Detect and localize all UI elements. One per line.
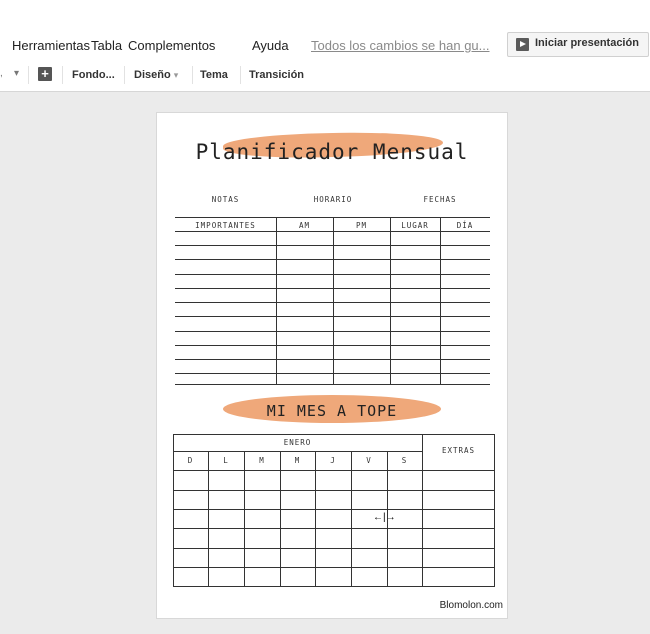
comma-glyph: , bbox=[0, 68, 3, 79]
table-line bbox=[173, 509, 495, 510]
save-status-link[interactable]: Todos los cambios se han gu... bbox=[311, 38, 490, 53]
weekday-label: S bbox=[401, 456, 408, 465]
weekday-label: J bbox=[330, 456, 336, 465]
pm-subheading: PM bbox=[355, 221, 368, 230]
toolbar-divider bbox=[28, 66, 29, 84]
layout-button[interactable] bbox=[134, 69, 178, 81]
table-divider bbox=[208, 451, 209, 587]
start-presentation-label: Iniciar presentación bbox=[535, 37, 639, 49]
menu-ayuda[interactable]: Ayuda bbox=[252, 38, 289, 53]
weekday-label: M bbox=[294, 456, 301, 465]
transition-button[interactable]: Transición bbox=[249, 69, 305, 81]
month-label: ENERO bbox=[283, 438, 312, 447]
fechas-heading: FECHAS bbox=[423, 195, 457, 204]
chevron-down-icon[interactable]: ▾ bbox=[14, 68, 20, 79]
menu-complementos[interactable]: Complementos bbox=[128, 38, 216, 53]
table-divider bbox=[333, 217, 334, 385]
weekday-label: V bbox=[366, 456, 372, 465]
layout-label: Diseño bbox=[134, 69, 171, 81]
menu-bar bbox=[0, 28, 650, 58]
weekday-label: D bbox=[187, 456, 194, 465]
month-subtitle: MI MES A TOPE bbox=[266, 402, 398, 420]
footer-credit: Blomolon.com bbox=[439, 600, 503, 611]
table-divider bbox=[422, 434, 423, 587]
play-icon bbox=[516, 38, 529, 51]
notas-heading: NOTAS bbox=[211, 195, 240, 204]
table-line bbox=[173, 567, 495, 568]
table-line bbox=[173, 490, 495, 491]
planner-title: Planificador Mensual bbox=[195, 140, 469, 164]
resize-cursor-icon: ←|→ bbox=[373, 512, 396, 523]
horario-heading: HORARIO bbox=[313, 195, 353, 204]
weekday-label: M bbox=[259, 456, 265, 465]
table-divider bbox=[280, 451, 281, 587]
menu-herramientas[interactable]: Herramientas bbox=[12, 38, 91, 53]
am-subheading: AM bbox=[298, 221, 311, 230]
weekday-label: L bbox=[223, 456, 229, 465]
table-line bbox=[173, 470, 495, 471]
table-divider bbox=[351, 451, 352, 587]
menu-tabla[interactable]: Tabla bbox=[91, 38, 123, 53]
toolbar-divider bbox=[192, 66, 193, 84]
dia-subheading: DÍA bbox=[456, 221, 474, 230]
theme-button[interactable]: Tema bbox=[200, 69, 228, 81]
slide[interactable] bbox=[157, 113, 507, 618]
table-divider bbox=[315, 451, 316, 587]
table-divider bbox=[390, 217, 391, 385]
toolbar-divider bbox=[62, 66, 63, 84]
chevron-down-icon: ▾ bbox=[173, 70, 179, 80]
new-slide-plus-icon[interactable]: + bbox=[38, 67, 52, 81]
toolbar-divider bbox=[240, 66, 241, 84]
extras-label: EXTRAS bbox=[441, 446, 476, 455]
importantes-subheading: IMPORTANTES bbox=[195, 221, 256, 230]
table-divider bbox=[244, 451, 245, 587]
start-presentation-button[interactable] bbox=[507, 32, 649, 57]
table-divider bbox=[276, 217, 277, 385]
table-divider bbox=[440, 217, 441, 385]
slide-canvas bbox=[0, 92, 650, 634]
toolbar-divider bbox=[124, 66, 125, 84]
lugar-subheading: LUGAR bbox=[401, 221, 429, 230]
table-line bbox=[173, 528, 495, 529]
background-button[interactable]: Fondo... bbox=[72, 69, 115, 81]
table-line bbox=[173, 548, 495, 549]
table-line bbox=[173, 451, 422, 452]
toolbar bbox=[0, 58, 650, 92]
